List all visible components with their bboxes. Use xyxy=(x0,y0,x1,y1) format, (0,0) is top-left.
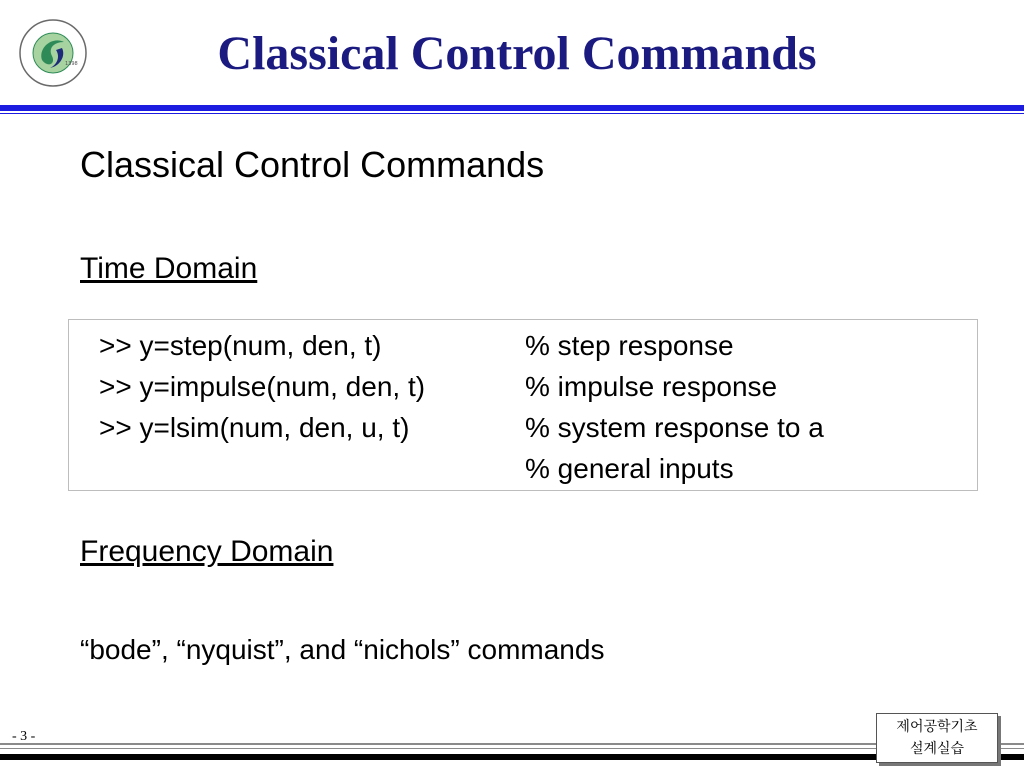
university-logo xyxy=(18,18,88,88)
slide-title: Classical Control Commands xyxy=(217,27,817,80)
code-command: >> y=impulse(num, den, t) xyxy=(99,371,426,402)
course-title-line1: 제어공학기초 xyxy=(896,719,978,735)
footer-rule-thick xyxy=(0,754,1024,760)
frequency-note: “bode”, “nyquist”, and “nichols” commands xyxy=(80,634,605,665)
code-comment: % impulse response xyxy=(525,371,778,402)
footer-rule xyxy=(0,743,1024,745)
course-title-line2: 설계실습 xyxy=(909,741,965,757)
time-domain-heading: Time Domain xyxy=(80,252,258,285)
title-rule-thin xyxy=(0,113,1024,114)
code-comment: % step response xyxy=(525,330,734,361)
content-heading: Classical Control Commands xyxy=(80,144,545,185)
course-badge xyxy=(876,713,998,763)
code-command: >> y=lsim(num, den, u, t) xyxy=(99,412,410,443)
frequency-domain-heading: Frequency Domain xyxy=(80,535,334,568)
title-rule xyxy=(0,105,1024,111)
footer-rule-thin xyxy=(0,748,1024,749)
code-box xyxy=(68,319,978,491)
svg-text:1398: 1398 xyxy=(65,61,78,67)
code-comment: % system response to a xyxy=(525,412,824,443)
page-number: - 3 - xyxy=(12,729,36,744)
code-command: >> y=step(num, den, t) xyxy=(99,330,382,361)
code-comment: % general inputs xyxy=(525,453,734,484)
